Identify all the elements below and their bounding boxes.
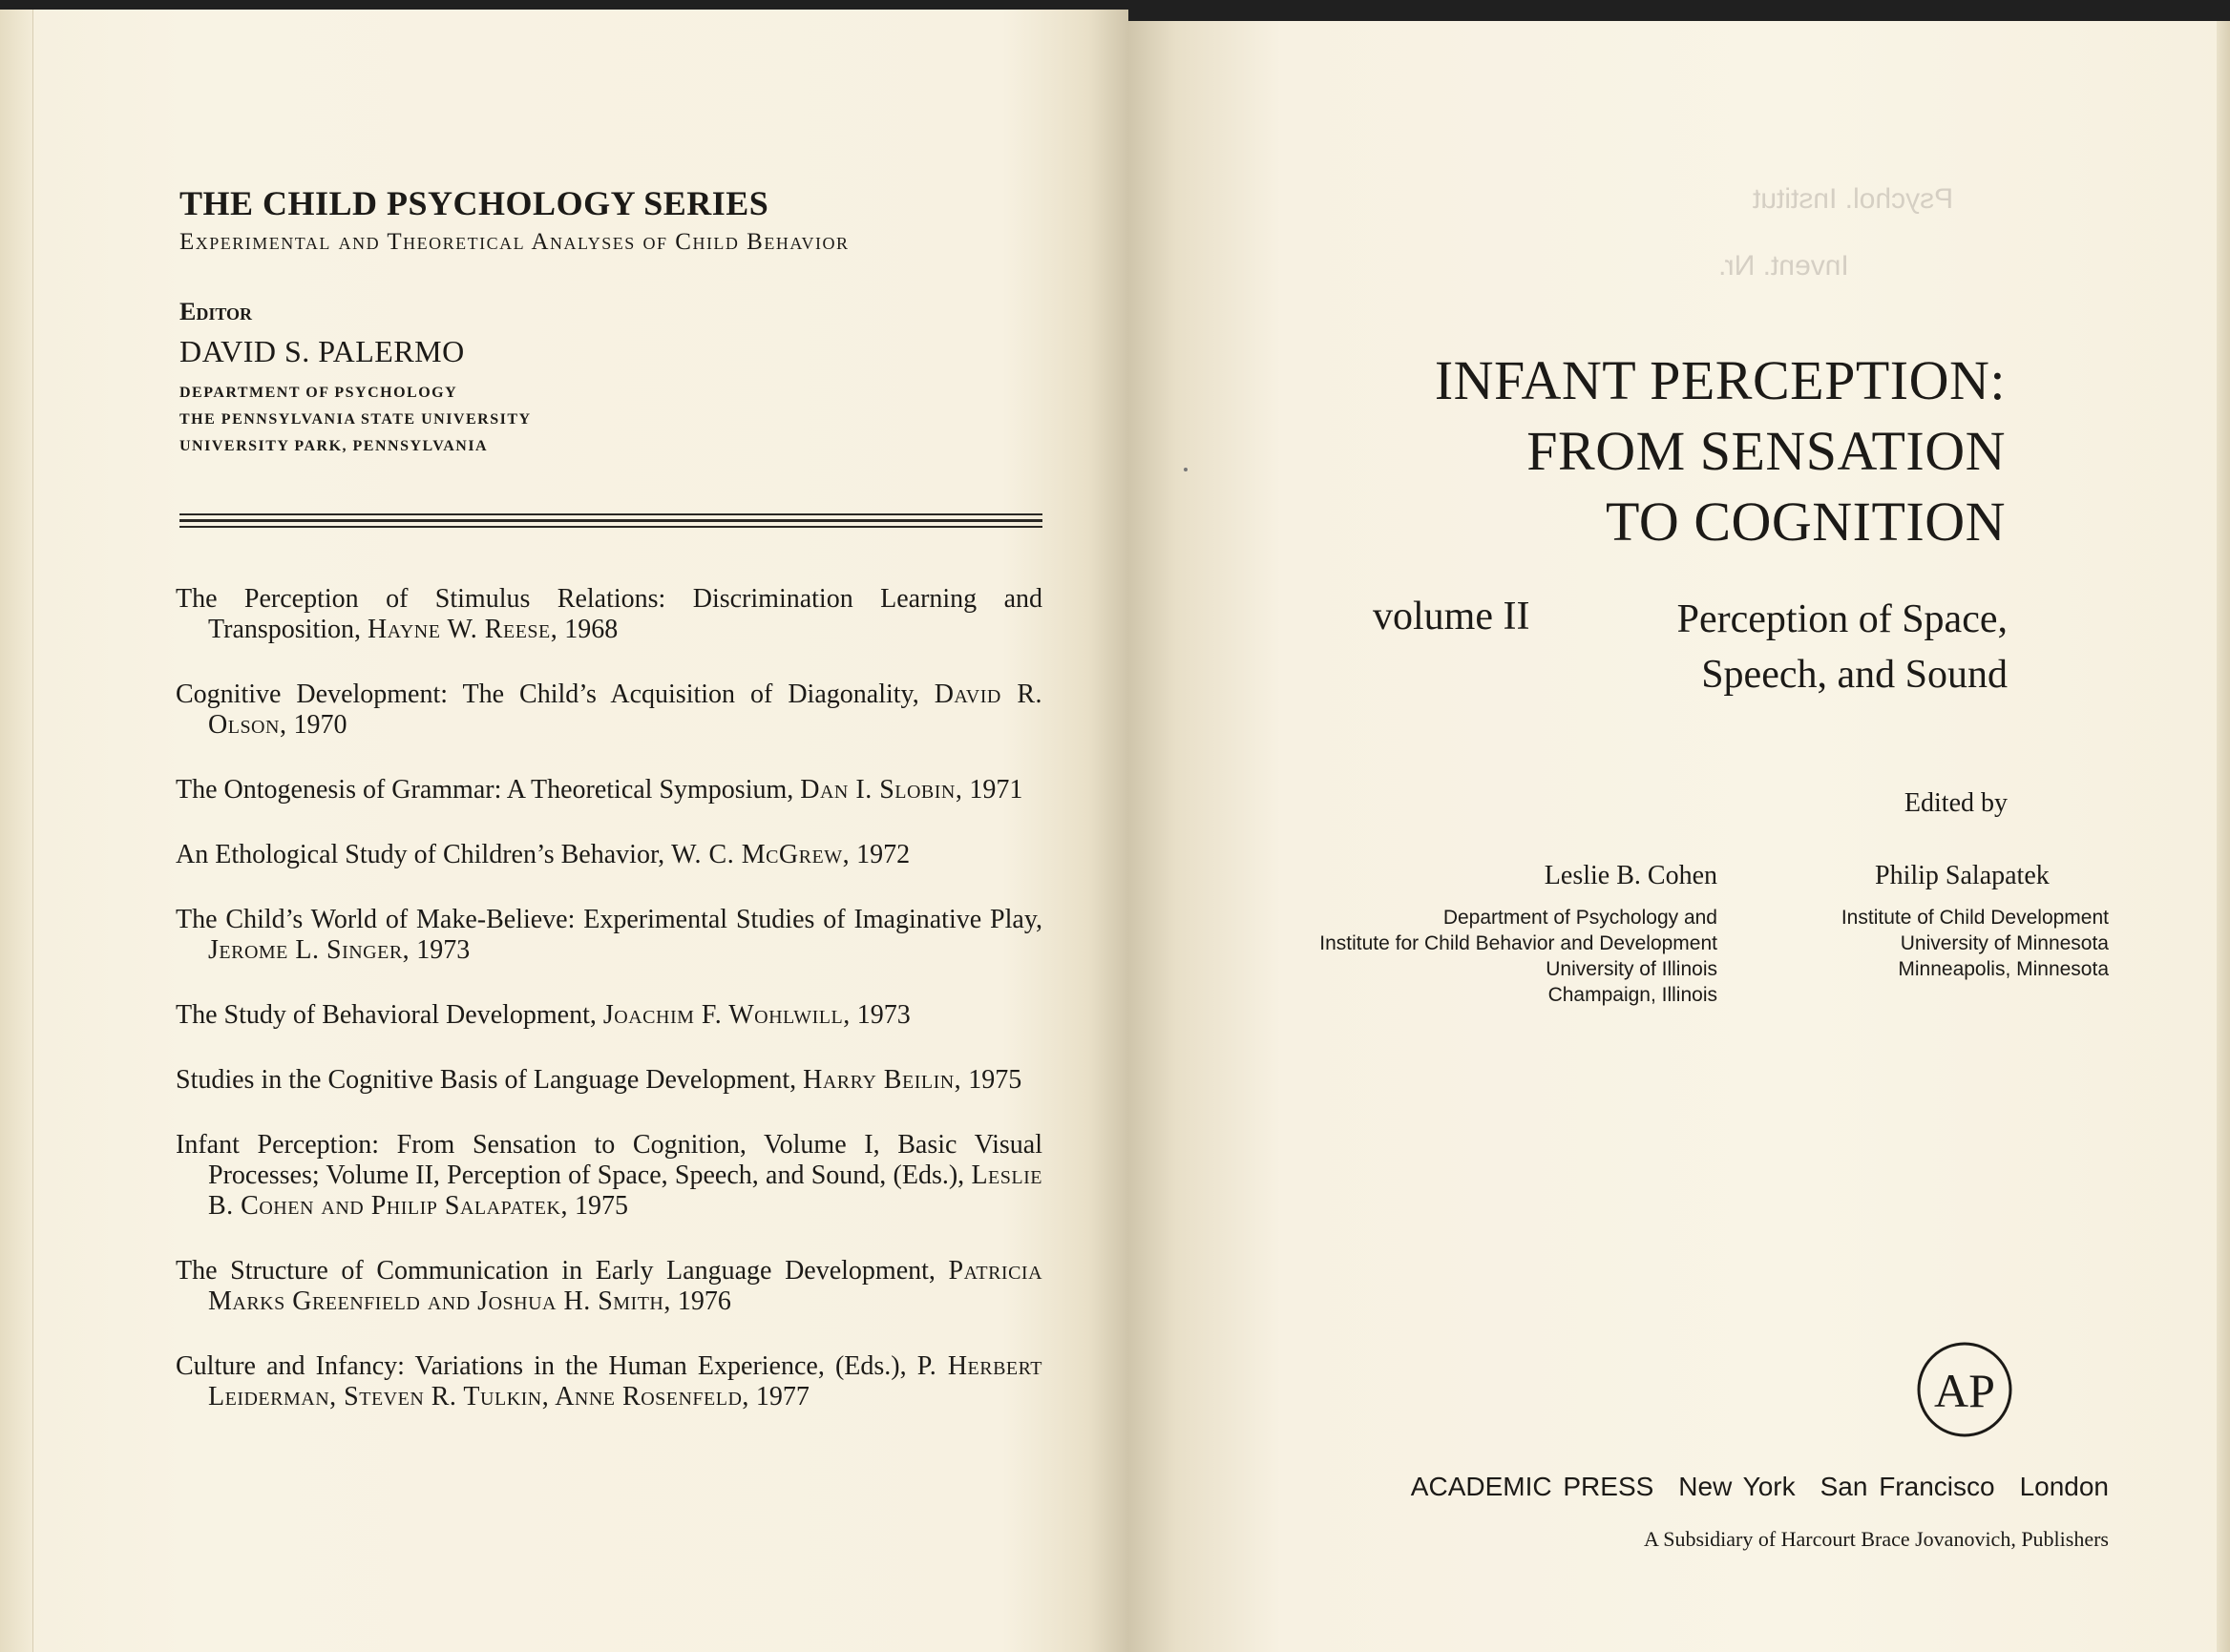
affiliation-line: Minneapolis, Minnesota [1898,958,2109,980]
book-year: 1977 [755,1382,810,1412]
book-author: W. C. McGrew, [671,840,851,869]
editor-affiliation-line: THE PENNSYLVANIA STATE UNIVERSITY [179,411,532,428]
edited-by-label: Edited by [1904,788,2008,818]
book-entry [176,1130,1042,1222]
academic-press-logo-icon [1915,1340,2014,1439]
affiliation-line: Institute for Child Behavior and Development [1319,932,1717,954]
book-title: An Ethological Study of Children’s Behavior, [176,840,665,869]
publisher-name: ACADEMIC PRESS [1410,1472,1654,1501]
paper-speck [1184,468,1188,471]
book-year: 1973 [416,935,471,965]
editor-label: Editor [179,298,253,325]
editor1-affiliation [1319,905,1717,1008]
book-entry [176,1351,1042,1412]
book-author: Hayne W. Reese, [368,615,558,644]
affiliation-line: University of Illinois [1546,958,1717,980]
book-title-line: INFANT PERCEPTION: [1434,349,2006,411]
editor-affiliation [179,380,532,460]
book-year: 1968 [564,615,619,644]
book-title: Cognitive Development: The Child’s Acquisition of Diagonality, [176,680,919,709]
decorative-rule [179,513,1042,532]
affiliation-line: Institute of Child Development [1841,907,2109,929]
book-title [1435,345,2006,557]
rule-line [179,519,1042,522]
page-edge [2217,21,2230,1652]
book-year: 1971 [969,775,1023,805]
book-title-line: FROM SENSATION [1526,420,2006,482]
book-entry [176,775,1042,805]
logo-letters: AP [1934,1364,1995,1417]
book-entry [176,1000,1042,1031]
book-entry [176,1256,1042,1317]
publisher-line [1411,1472,2109,1502]
library-stamp: Psychol. Institut [1753,183,1954,215]
book-entry [176,840,1042,870]
book-year: 1972 [856,840,911,869]
book-year: 1975 [574,1191,628,1221]
affiliation-line: Department of Psychology and [1442,907,1717,929]
series-title: THE CHILD PSYCHOLOGY SERIES [179,184,769,222]
series-subtitle: Experimental and Theoretical Analyses of Child Behavior [179,229,850,255]
book-author: Patricia Marks Greenfield and Joshua H. Smith, [208,1256,1043,1316]
volume-subtitle-line: Perception of Space, [1676,597,2008,641]
book-title: The Structure of Communication in Early Language Development, [176,1256,936,1286]
book-title: Infant Perception: From Sensation to Cognition, Volume I, Basic Visual Processes; Volume II, Perception of Space, Speech, and Sound, (Eds.), [176,1130,1042,1190]
book-entry [176,680,1042,741]
publisher-city: San Francisco [1820,1472,1995,1501]
book-author: P. Herbert Leiderman, Steven R. Tulkin, Anne Rosenfeld, [208,1351,1043,1412]
volume-subtitle [1677,592,2008,702]
series-book-list [176,584,1042,1447]
book-title: The Perception of Stimulus Relations: Discrimination Learning and Transposition, [176,584,1042,644]
publisher-city: New York [1678,1472,1796,1501]
affiliation-line: University of Minnesota [1900,932,2109,954]
book-author: David R. Olson, [208,680,1042,740]
book-entry [176,584,1042,645]
book-title: The Child’s World of Make-Believe: Experimental Studies of Imaginative Play, [176,905,1042,934]
subsidiary-line: A Subsidiary of Harcourt Brace Jovanovich, Publishers [1644,1527,2109,1551]
book-author: Harry Beilin, [803,1065,962,1095]
volume-subtitle-line: Speech, and Sound [1701,653,2008,697]
editor-name: DAVID S. PALERMO [179,334,465,368]
editor2-name: Philip Salapatek [1875,861,2050,890]
editor-affiliation-line: DEPARTMENT OF PSYCHOLOGY [179,385,458,401]
book-entry [176,905,1042,966]
publisher-city: London [2019,1472,2109,1501]
book-title: The Study of Behavioral Development, [176,1000,597,1030]
book-author: Joachim F. Wohlwill, [602,1000,851,1030]
book-entry [176,1065,1042,1096]
rule-line [179,526,1042,528]
book-author: Jerome L. Singer, [208,935,410,965]
volume-label: volume II [1373,595,1530,638]
book-author: Dan I. Slobin, [800,775,963,805]
book-year: 1975 [968,1065,1022,1095]
right-page [1128,21,2230,1652]
book-title-line: TO COGNITION [1606,491,2006,553]
editor1-name: Leslie B. Cohen [1544,861,1717,890]
book-year: 1970 [293,710,347,740]
book-author: Leslie B. Cohen and Philip Salapatek, [208,1161,1042,1221]
affiliation-line: Champaign, Illinois [1547,984,1717,1006]
library-stamp: Invent. Nr. [1718,250,1849,282]
book-title: Culture and Infancy: Variations in the Human Experience, (Eds.), [176,1351,907,1381]
rule-line [179,513,1042,515]
book-title: The Ontogenesis of Grammar: A Theoretical Symposium, [176,775,794,805]
editor-affiliation-line: UNIVERSITY PARK, PENNSYLVANIA [179,438,489,454]
page-edge [0,10,33,1652]
book-year: 1976 [677,1286,731,1316]
book-year: 1973 [856,1000,911,1030]
book-title: Studies in the Cognitive Basis of Language Development, [176,1065,797,1095]
editor2-affiliation [1841,905,2109,982]
